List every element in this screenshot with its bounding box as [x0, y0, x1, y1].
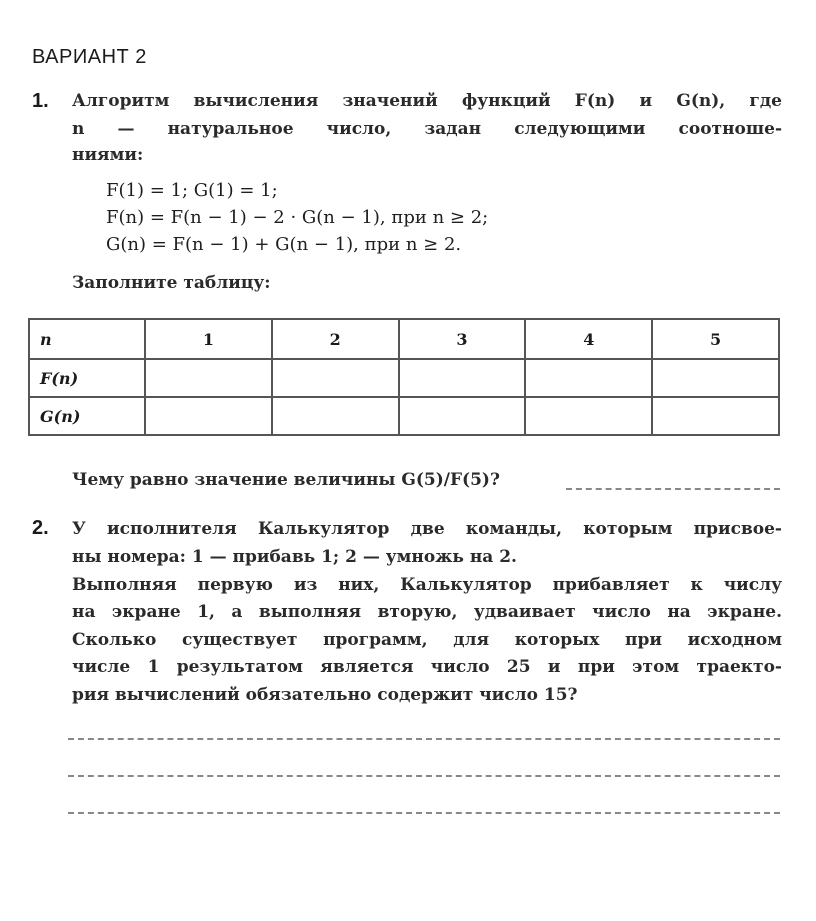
table-answer-cell[interactable]	[145, 359, 272, 397]
task2-text-line: ны номера: 1 — прибавь 1; 2 — умножь на 2.	[72, 547, 517, 567]
formula-f: F(n) = F(n − 1) − 2 · G(n − 1), при n ≥ 2;	[106, 207, 489, 228]
table-answer-cell[interactable]	[399, 359, 526, 397]
task1-text-line: Алгоритм вычисления значений функций F(n) и G(n), где	[72, 91, 782, 111]
formula-g: G(n) = F(n − 1) + G(n − 1), при n ≥ 2.	[106, 234, 462, 255]
table-answer-cell[interactable]	[145, 397, 272, 435]
table-row-g	[29, 397, 779, 435]
fill-table-prompt: Заполните таблицу:	[72, 273, 271, 293]
table-row-f	[29, 359, 779, 397]
table-answer-cell[interactable]	[272, 359, 399, 397]
variant-title: ВАРИАНТ 2	[32, 46, 147, 68]
table-answer-cell[interactable]	[525, 359, 652, 397]
answer-line[interactable]	[68, 812, 780, 814]
table-header-cell: 5	[652, 319, 779, 359]
table-answer-cell[interactable]	[525, 397, 652, 435]
table-header-cell: n	[29, 319, 145, 359]
table-header-cell: 2	[272, 319, 399, 359]
table-row-label: F(n)	[29, 359, 145, 397]
task2-text-line: Выполняя первую из них, Калькулятор прибавляет к числу	[72, 575, 782, 595]
table-header-cell: 1	[145, 319, 272, 359]
table-header-cell: 4	[525, 319, 652, 359]
answer-line[interactable]	[68, 775, 780, 777]
answer-line[interactable]	[566, 488, 780, 490]
table-header-cell: 3	[399, 319, 526, 359]
table-answer-cell[interactable]	[399, 397, 526, 435]
task2-text-line: Сколько существует программ, для которых при исходном	[72, 630, 782, 650]
task2-text-line: рия вычислений обязательно содержит число 15?	[72, 685, 578, 705]
task1-text-line: ниями:	[72, 145, 144, 165]
task1-question: Чему равно значение величины G(5)/F(5)?	[72, 470, 500, 490]
task2-text-line: на экране 1, а выполняя вторую, удваивает число на экране.	[72, 602, 782, 622]
table-answer-cell[interactable]	[652, 397, 779, 435]
table-answer-cell[interactable]	[272, 397, 399, 435]
task2-text-line: У исполнителя Калькулятор две команды, которым присвое-	[72, 519, 782, 539]
task1-number: 1.	[32, 90, 49, 112]
task2-number: 2.	[32, 517, 49, 539]
answer-line[interactable]	[68, 738, 780, 740]
task1-text-line: n — натуральное число, задан следующими соотноше-	[72, 119, 782, 139]
table-row-label: G(n)	[29, 397, 145, 435]
table-header-row	[29, 319, 779, 359]
formula-initial: F(1) = 1; G(1) = 1;	[106, 180, 278, 201]
task2-text-line: числе 1 результатом является число 25 и при этом траекто-	[72, 657, 782, 677]
table-answer-cell[interactable]	[652, 359, 779, 397]
values-table	[28, 318, 780, 436]
